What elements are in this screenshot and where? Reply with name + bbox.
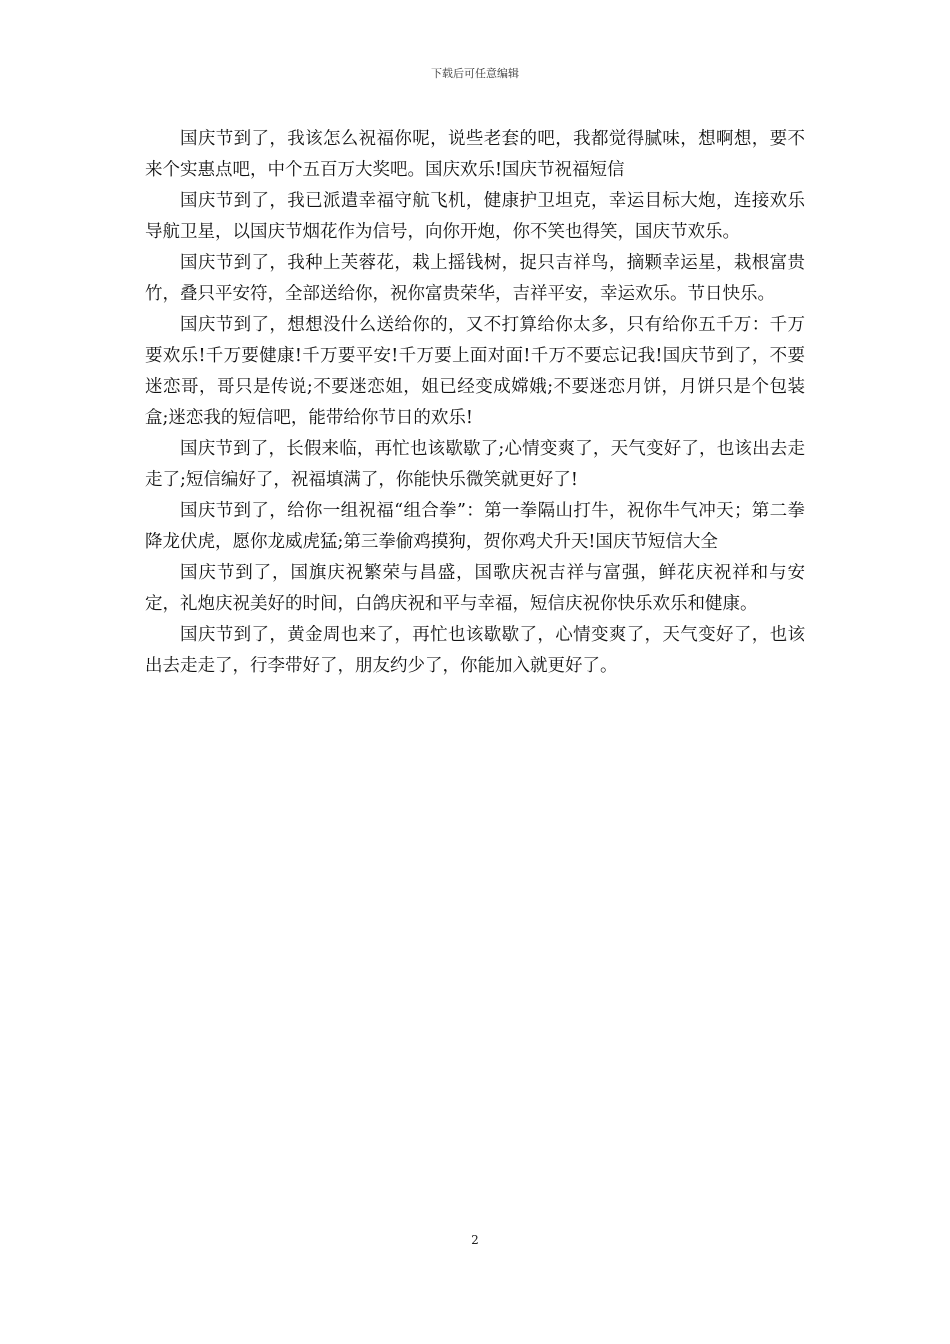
paragraph: 国庆节到了，国旗庆祝繁荣与昌盛，国歌庆祝吉祥与富强，鲜花庆祝祥和与安定，礼炮庆祝美好的时间，白鸽庆祝和平与幸福，短信庆祝你快乐欢乐和健康。 [145, 563, 805, 614]
paragraph: 国庆节到了，我种上芙蓉花，栽上摇钱树，捉只吉祥鸟，摘颗幸运星，栽根富贵竹，叠只平安符，全部送给你，祝你富贵荣华，吉祥平安，幸运欢乐。节日快乐。 [145, 253, 805, 304]
paragraph: 国庆节到了，长假来临，再忙也该歇歇了;心情变爽了，天气变好了，也该出去走走了;短信编好了，祝福填满了，你能快乐微笑就更好了! [145, 439, 805, 490]
paragraph: 国庆节到了，黄金周也来了，再忙也该歇歇了，心情变爽了，天气变好了，也该出去走走了，行李带好了，朋友约少了，你能加入就更好了。 [145, 625, 805, 676]
document-body [145, 124, 805, 682]
paragraph: 国庆节到了，我已派遣幸福守航飞机，健康护卫坦克，幸运目标大炮，连接欢乐导航卫星，以国庆节烟花作为信号，向你开炮，你不笑也得笑，国庆节欢乐。 [145, 191, 805, 242]
paragraph: 国庆节到了，想想没什么送给你的，又不打算给你太多，只有给你五千万：千万要欢乐!千万要健康!千万要平安!千万要上面对面!千万不要忘记我!国庆节到了，不要迷恋哥，哥只是传说;不要迷恋姐，姐已经变成嫦娥;不要迷恋月饼，月饼只是个包装盒;迷恋我的短信吧，能带给你节日的欢乐! [145, 315, 805, 428]
page-header: 下载后可任意编辑 [431, 67, 519, 80]
paragraph: 国庆节到了，给你一组祝福“组合拳”：第一拳隔山打牛，祝你牛气冲天；第二拳降龙伏虎，愿你龙威虎猛;第三拳偷鸡摸狗，贺你鸡犬升天!国庆节短信大全 [145, 501, 805, 552]
paragraph: 国庆节到了，我该怎么祝福你呢，说些老套的吧，我都觉得腻味，想啊想，要不来个实惠点吧，中个五百万大奖吧。国庆欢乐!国庆节祝福短信 [145, 129, 805, 180]
page-number: 2 [471, 1233, 479, 1247]
